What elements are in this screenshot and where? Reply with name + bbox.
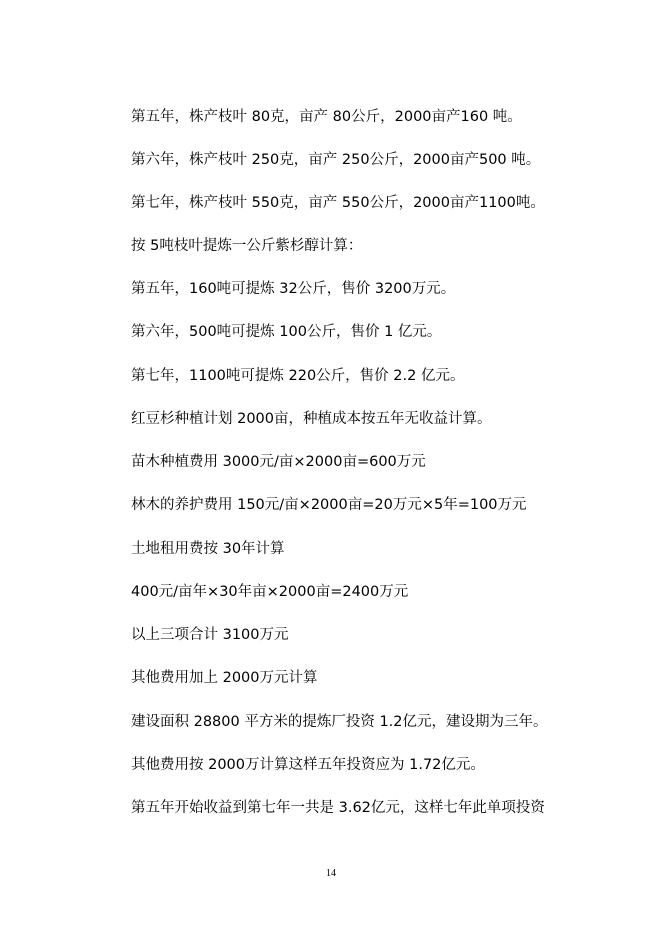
text-line: 土地租用费按 30年计算 bbox=[131, 541, 285, 557]
text-line: 第七年，株产枝叶 550克，亩产 550公斤，2000亩产1100吨。 bbox=[131, 195, 545, 211]
text-line: 第五年，株产枝叶 80克，亩产 80公斤，2000亩产160 吨。 bbox=[131, 109, 522, 125]
text-line: 其他费用加上 2000万元计算 bbox=[131, 670, 318, 686]
text-line: 400元/亩年×30年亩×2000亩=2400万元 bbox=[131, 584, 409, 600]
text-line: 红豆杉种植计划 2000亩，种植成本按五年无收益计算。 bbox=[131, 411, 492, 427]
text-line: 第五年，160吨可提炼 32公斤，售价 3200万元。 bbox=[131, 281, 456, 297]
page-number: 14 bbox=[326, 868, 336, 879]
text-line: 第六年，500吨可提炼 100公斤，售价 1 亿元。 bbox=[131, 324, 442, 340]
text-line: 苗木种植费用 3000元/亩×2000亩=600万元 bbox=[131, 454, 426, 470]
text-line: 按 5吨枝叶提炼一公斤紫杉醇计算： bbox=[131, 238, 363, 254]
text-line: 第五年开始收益到第七年一共是 3.62亿元，这样七年此单项投资 bbox=[131, 800, 545, 816]
text-line: 以上三项合计 3100万元 bbox=[131, 627, 289, 643]
text-line: 第七年，1100吨可提炼 220公斤，售价 2.2 亿元。 bbox=[131, 368, 465, 384]
text-line: 其他费用按 2000万计算这样五年投资应为 1.72亿元。 bbox=[131, 757, 485, 773]
text-line: 林木的养护费用 150元/亩×2000亩=20万元×5年=100万元 bbox=[131, 497, 527, 513]
text-line: 第六年，株产枝叶 250克，亩产 250公斤，2000亩产500 吨。 bbox=[131, 152, 541, 168]
text-line: 建设面积 28800 平方米的提炼厂投资 1.2亿元，建设期为三年。 bbox=[131, 714, 548, 730]
